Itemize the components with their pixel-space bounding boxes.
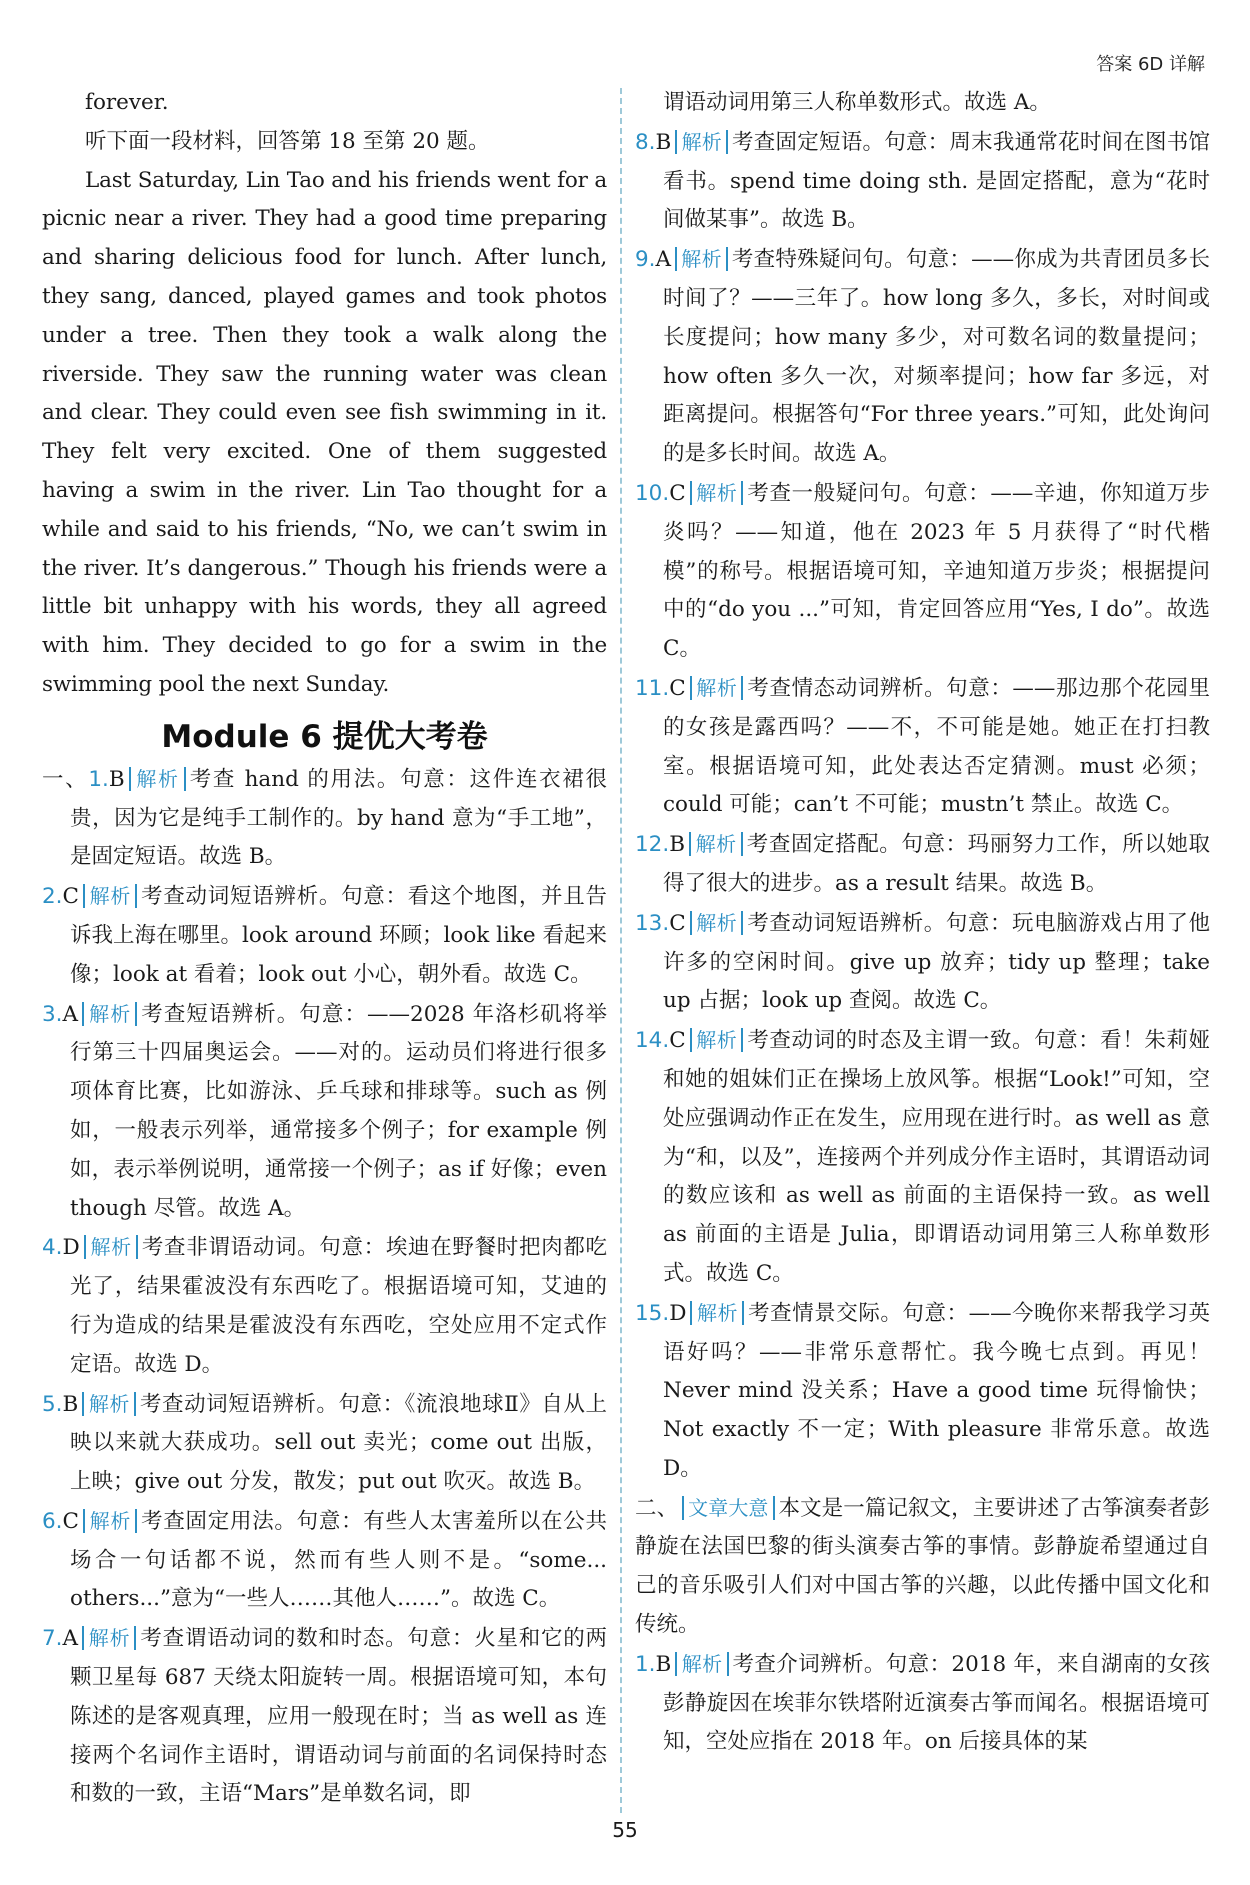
answer-item-3: 3.A 解析 考查短语辨析。句意：——2028 年洛杉矶将举行第三十四届奥运会。——对的。运动员们将进行很多项体育比赛，比如游泳、乒乓球和排球等。such as 例如，一般表示列举，通常接多个例子；for example 例如，表示举例说明，通常接一个例子；as if 好像；even though 尽管。故选 A。 [42, 1001, 608, 1221]
column-divider [620, 88, 622, 1813]
analysis-tag: 解析 [675, 1652, 728, 1676]
analysis-tag: 解析 [82, 1392, 136, 1416]
answer-item-9: 9.A 解析 考查特殊疑问句。句意：——你成为共青团员多长时间了？——三年了。how long 多久，多长，对时间或长度提问；how many 多少，对可数名词的数量提问；how often 多久一次，对频率提问；how far 多远，对距离提问。根据答句“For three years.”可知，此处询问的是多长时间。故选 A。 [635, 247, 1210, 467]
analysis-tag: 解析 [675, 247, 728, 271]
page-header: 答案 6D 详解 [1096, 54, 1205, 75]
analysis-tag: 解析 [84, 1235, 138, 1259]
section-2-summary: 二、 文章大意 本文是一篇记叙文，主要讲述了古筝演奏者彭静旋在法国巴黎的街头演奏古筝的事情。彭静旋希望通过自己的音乐吸引人们对中国古筝的兴趣，以此传播中国文化和传统。 [635, 1495, 1210, 1638]
analysis-tag: 解析 [129, 767, 186, 791]
answer-item-10: 10.C 解析 考查一般疑问句。句意：——辛迪，你知道万步炎吗？——知道，他在 2023 年 5 月获得了“时代楷模”的称号。根据语境可知，辛迪知道万步炎；根据提问中的“do you ...”可知，肯定回答应用“Yes, I do”。故选 C。 [635, 480, 1210, 662]
analysis-tag: 解析 [690, 1028, 744, 1052]
analysis-tag: 解析 [82, 1626, 136, 1650]
analysis-tag: 解析 [82, 1002, 137, 1026]
analysis-tag: 解析 [690, 481, 744, 505]
analysis-tag: 解析 [675, 130, 728, 154]
listening-passage: Last Saturday, Lin Tao and his friends went for a picnic near a river. They had a good time preparing and sharing delicious food for lunch. After lunch, they sang, danced, played games and took photos under a tree. Then they took a walk along the riverside. They saw the running water was clean and clear. They could even see fish swimming in it. They felt very excited. One of them suggested having a swim in the river. Lin Tao thought for a while and said to his friends, “No, we can’t swim in the river. It’s dangerous.” Though his friends were a little bit unhappy with his words, they all agreed with him. They decided to go for a swim in the swimming pool the next Sunday. [42, 167, 607, 697]
analysis-tag: 解析 [690, 676, 744, 700]
answer-item-6: 6.C 解析 考查固定用法。句意：有些人太害羞所以在公共场合一句话都不说，然而有些人则不是。“some... others...”意为“一些人……其他人……”。故选 C。 [42, 1508, 607, 1612]
answer-item-8: 8.B 解析 考查固定短语。句意：周末我通常花时间在图书馆看书。spend time doing sth. 是固定搭配，意为“花时间做某事”。故选 B。 [635, 129, 1210, 233]
module-title: Module 6 提优大考卷 [161, 718, 488, 755]
left-answer-list [42, 760, 607, 1815]
answer-item-5: 5.B 解析 考查动词短语辨析。句意：《流浪地球Ⅱ》自从上映以来就大获成功。sell out 卖光；come out 出版，上映；give out 分发，散发；put out 吹灭。故选 B。 [42, 1391, 608, 1495]
analysis-tag: 解析 [690, 911, 744, 935]
answer-item-14: 14.C 解析 考查动词的时态及主谓一致。句意：看！朱莉娅和她的姐妹们正在操场上放风筝。根据“Look!”可知，空处应强调动作正在发生，应用现在进行时。as well as 意为“和，以及”，连接两个并列成分作主语时，其谓语动词的数应该和 as well as 前面的主语保持一致。as well as 前面的主语是 Julia，即谓语动词用第三人称单数形式。故选 C。 [635, 1028, 1211, 1286]
summary-tag: 文章大意 [682, 1496, 774, 1520]
page-number: 55 [612, 1818, 638, 1842]
answer-item-7: 7.A 解析 考查谓语动词的数和时态。句意：火星和它的两颗卫星每 687 天绕太阳旋转一周。根据语境可知，本句陈述的是客观真理，应用一般现在时；当 as well as 连接两个名词作主语时，谓语动词与前面的名词保持时态和数的一致，主语“Mars”是单数名词，即 [42, 1626, 607, 1807]
section-label: 二、 [635, 1495, 679, 1521]
analysis-tag: 解析 [689, 832, 743, 856]
listening-instruction: 听下面一段材料，回答第 18 至第 20 题。 [85, 128, 490, 154]
left-column [42, 84, 607, 1814]
answer-item-11: 11.C 解析 考查情态动词辨析。句意：——那边那个花园里的女孩是露西吗？——不，不可能是她。她正在打扫教室。根据语境可知，此处表达否定猜测。must 必须；could 可能；can’t 不可能；mustn’t 禁止。故选 C。 [635, 675, 1210, 818]
answer-item-2: 2.C 解析 考查动词短语辨析。句意：看这个地图，并且告诉我上海在哪里。look around 环顾；look like 看起来像；look at 看着；look out 小心，朝外看。故选 C。 [42, 884, 607, 987]
answer-item-15: 15.D 解析 考查情景交际。句意：——今晚你来帮我学习英语好吗？——非常乐意帮忙。我今晚七点到。再见！Never mind 没关系；Have a good time 玩得愉快；Not exactly 不一定；With pleasure 非常乐意。故选 D。 [635, 1300, 1210, 1481]
analysis-tag: 解析 [83, 884, 137, 908]
analysis-tag: 解析 [690, 1301, 744, 1325]
section-label: 一、 [42, 766, 89, 792]
answer-item-13: 13.C 解析 考查动词短语辨析。句意：玩电脑游戏占用了他许多的空闲时间。give up 放弃；tidy up 整理；take up 占据；look up 查阅。故选 C。 [635, 910, 1211, 1014]
answer-item-12: 12.B 解析 考查固定搭配。句意：玛丽努力工作，所以她取得了很大的进步。as a result 结果。故选 B。 [635, 832, 1210, 896]
answer-item-s2-1: 1.B 解析 考查介词辨析。句意：2018 年，来自湖南的女孩彭静旋因在埃菲尔铁塔附近演奏古筝而闻名。根据语境可知，空处应指在 2018 年。on 后接具体的某 [635, 1651, 1211, 1755]
right-column [635, 84, 1210, 1762]
analysis-tag: 解析 [83, 1509, 137, 1533]
answer-item-7-continued: 谓语动词用第三人称单数形式。故选 A。 [663, 90, 1051, 115]
answer-item-4: 4.D 解析 考查非谓语动词。句意：埃迪在野餐时把肉都吃光了，结果霍波没有东西吃了。根据语境可知，艾迪的行为造成的结果是霍波没有东西吃，空处应用不定式作定语。故选 D。 [42, 1235, 607, 1377]
answer-item-1: 一、1.B 解析 考查 hand 的用法。句意：这件连衣裙很贵，因为它是纯手工制作的。by hand 意为“手工地”，是固定短语。故选 B。 [42, 766, 607, 870]
passage-forever: forever. [85, 90, 169, 115]
